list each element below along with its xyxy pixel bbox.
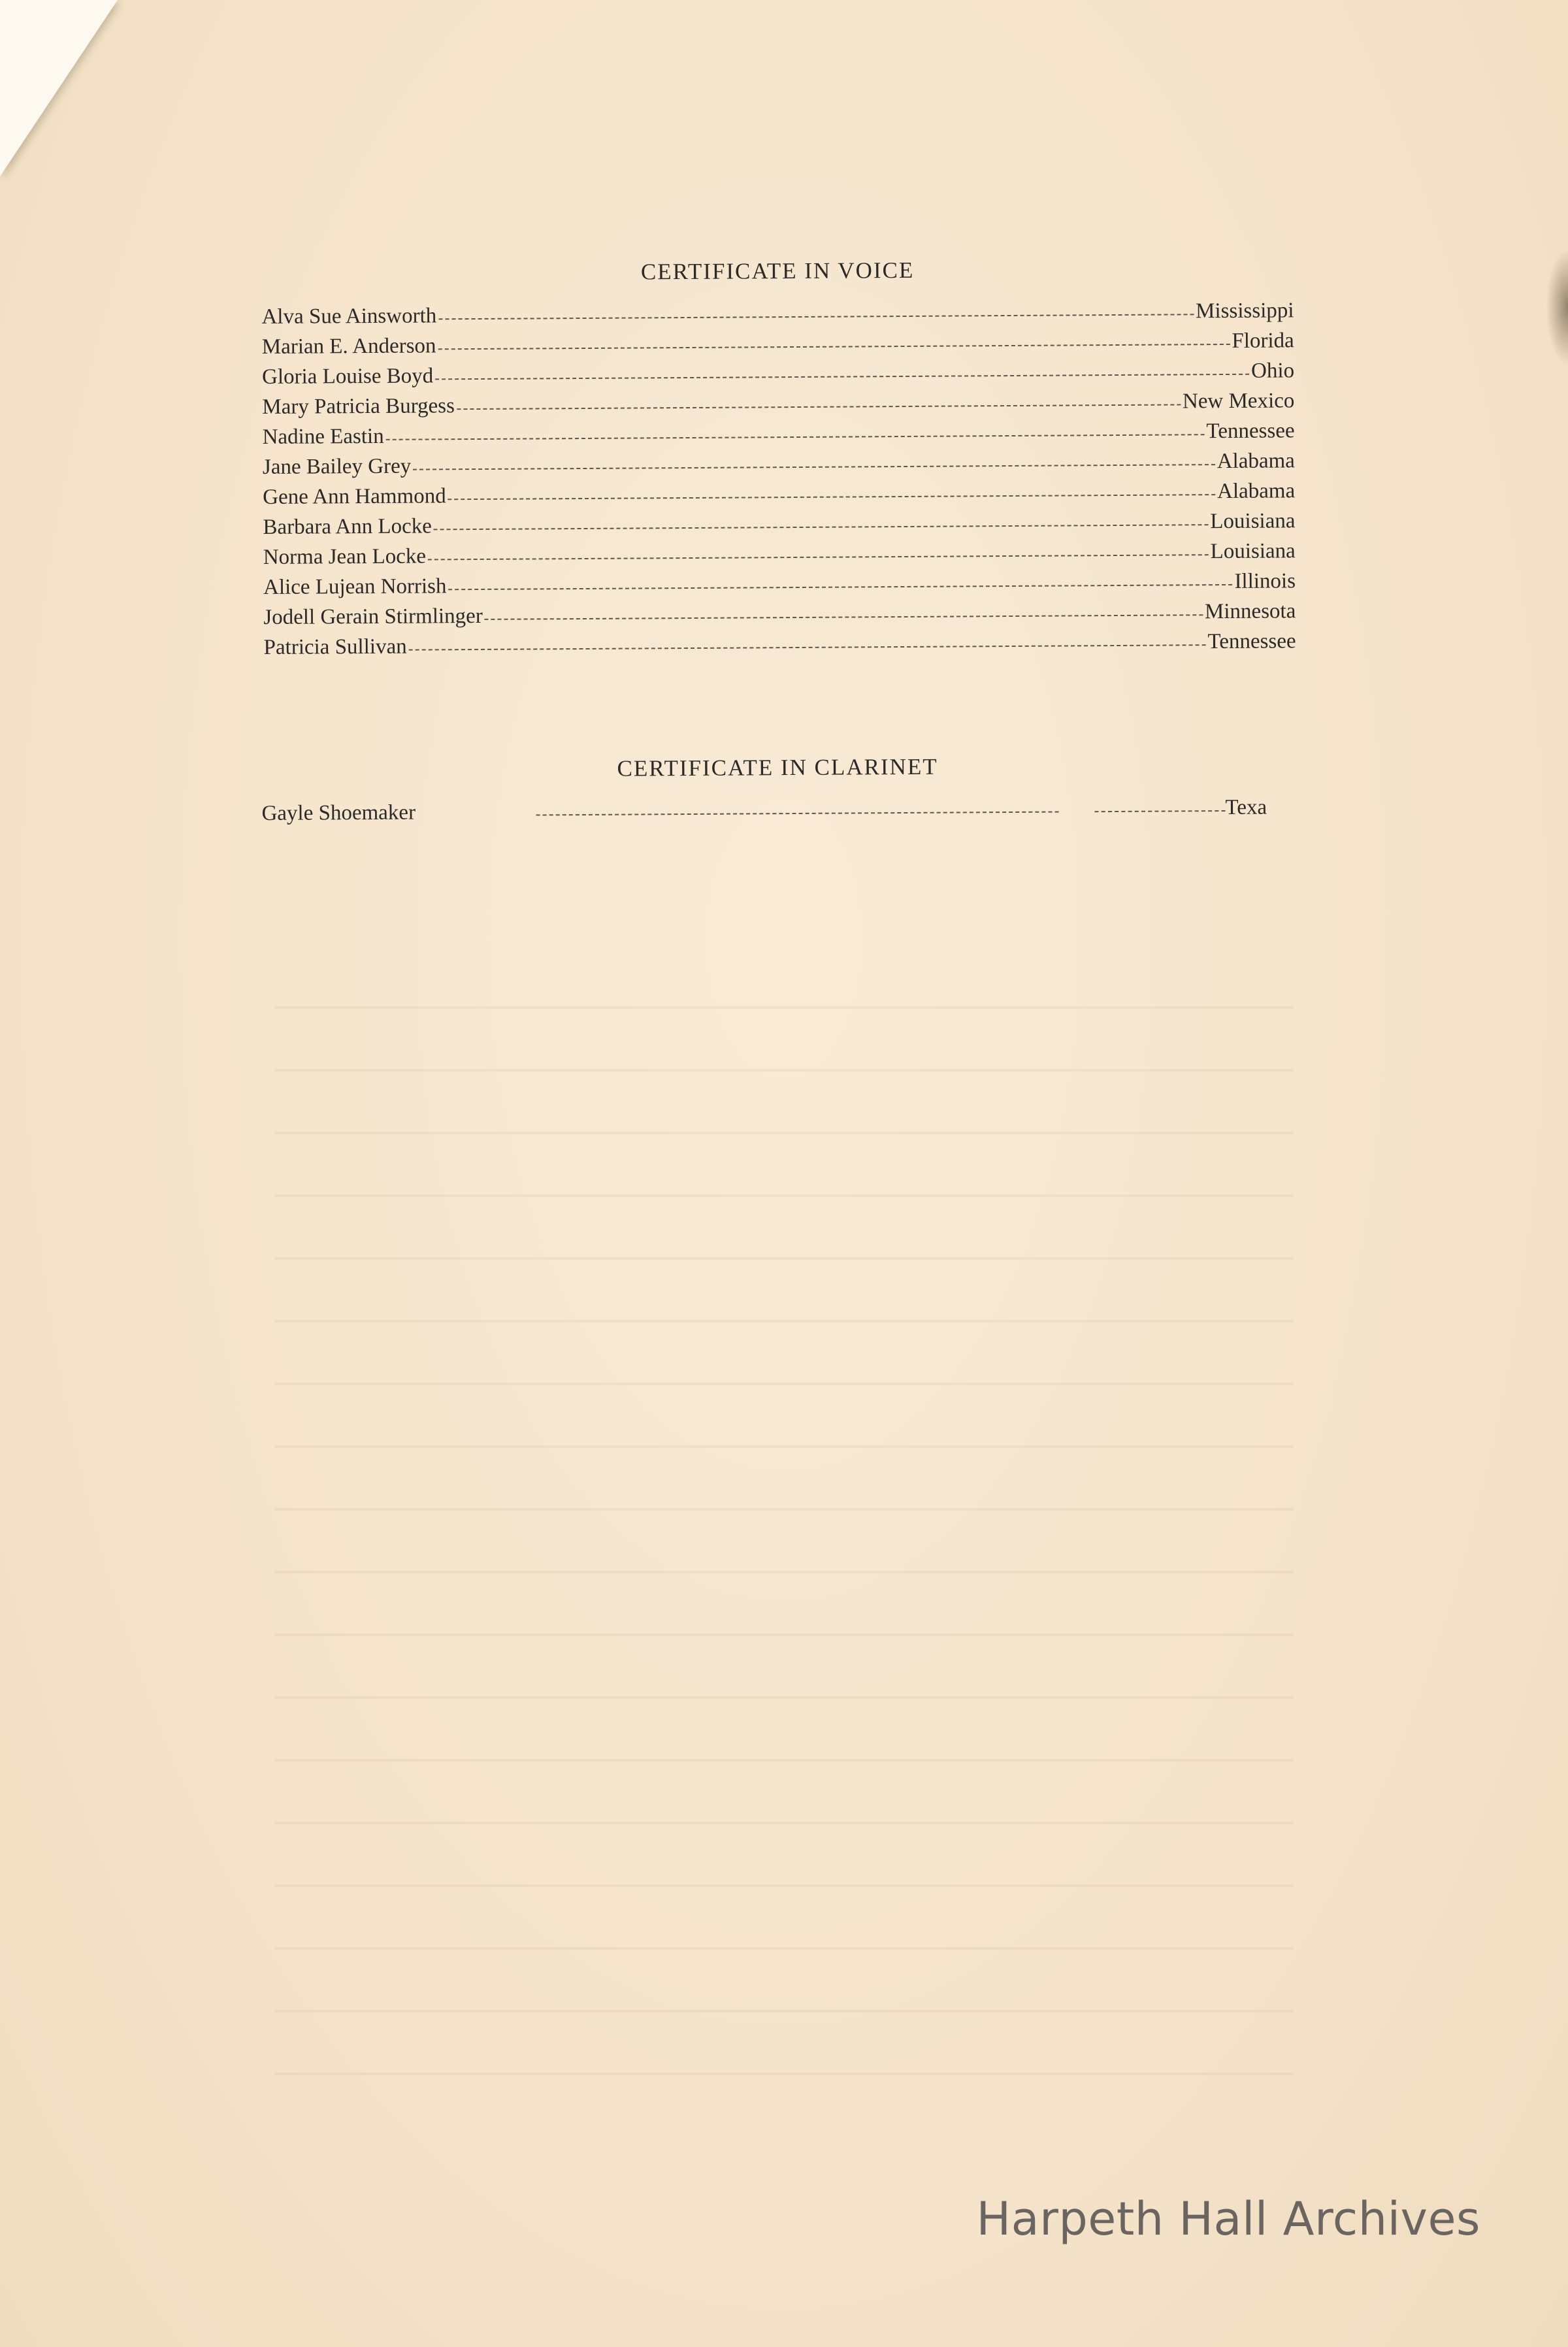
student-name: Gayle Shoemaker xyxy=(261,800,416,825)
student-name: Barbara Ann Locke xyxy=(263,514,432,539)
student-state: Ohio xyxy=(1250,359,1295,383)
list-item xyxy=(261,792,1294,829)
student-state: Alabama xyxy=(1217,479,1296,504)
student-name: Nadine Eastin xyxy=(262,424,384,449)
clarinet-certificate-section xyxy=(261,751,1294,829)
student-state: Louisiana xyxy=(1210,539,1296,564)
student-name: Jodell Gerain Stirmlinger xyxy=(263,604,483,629)
student-state: Texa xyxy=(1225,795,1267,819)
student-name: Mary Patricia Burgess xyxy=(262,394,455,419)
dot-leader xyxy=(438,344,1230,350)
student-state: Tennessee xyxy=(1206,419,1295,444)
dot-leader xyxy=(448,494,1215,500)
student-state: New Mexico xyxy=(1182,389,1295,414)
edge-shadow xyxy=(1546,248,1568,366)
dot-leader xyxy=(536,812,1059,816)
reverse-side-show-through xyxy=(274,980,1294,2091)
dot-leader xyxy=(413,464,1215,470)
student-name: Gloria Louise Boyd xyxy=(261,364,434,389)
list-item xyxy=(263,626,1296,663)
folded-corner xyxy=(0,0,118,176)
student-name: Alice Lujean Norrish xyxy=(263,574,447,599)
archive-watermark: Harpeth Hall Archives xyxy=(976,2192,1480,2246)
dot-leader xyxy=(435,374,1249,380)
dot-leader xyxy=(434,524,1208,530)
dot-leader xyxy=(428,554,1209,560)
dot-leader xyxy=(457,404,1181,410)
dot-leader xyxy=(386,434,1205,440)
student-state: Tennessee xyxy=(1207,629,1296,654)
student-name: Marian E. Anderson xyxy=(261,334,436,359)
dot-leader xyxy=(448,584,1232,590)
voice-section-heading: CERTIFICATE IN VOICE xyxy=(640,257,915,285)
student-state: Minnesota xyxy=(1204,599,1296,624)
student-name: Alva Sue Ainsworth xyxy=(261,304,437,329)
student-state: Mississippi xyxy=(1195,299,1294,323)
student-name: Patricia Sullivan xyxy=(263,634,407,659)
dot-leader xyxy=(1095,810,1226,812)
voice-entries-list xyxy=(261,295,1296,663)
student-state: Illinois xyxy=(1234,569,1296,593)
student-name: Gene Ann Hammond xyxy=(263,484,446,509)
student-state: Florida xyxy=(1232,329,1294,353)
student-name: Jane Bailey Grey xyxy=(262,454,412,479)
clarinet-section-heading: CERTIFICATE IN CLARINET xyxy=(617,753,938,781)
student-state: Alabama xyxy=(1217,449,1296,474)
student-state: Louisiana xyxy=(1210,509,1296,534)
student-name: Norma Jean Locke xyxy=(263,544,427,569)
dot-leader xyxy=(438,314,1194,320)
dot-leader xyxy=(485,614,1203,620)
voice-certificate-section xyxy=(261,255,1296,663)
dot-leader xyxy=(409,644,1206,650)
